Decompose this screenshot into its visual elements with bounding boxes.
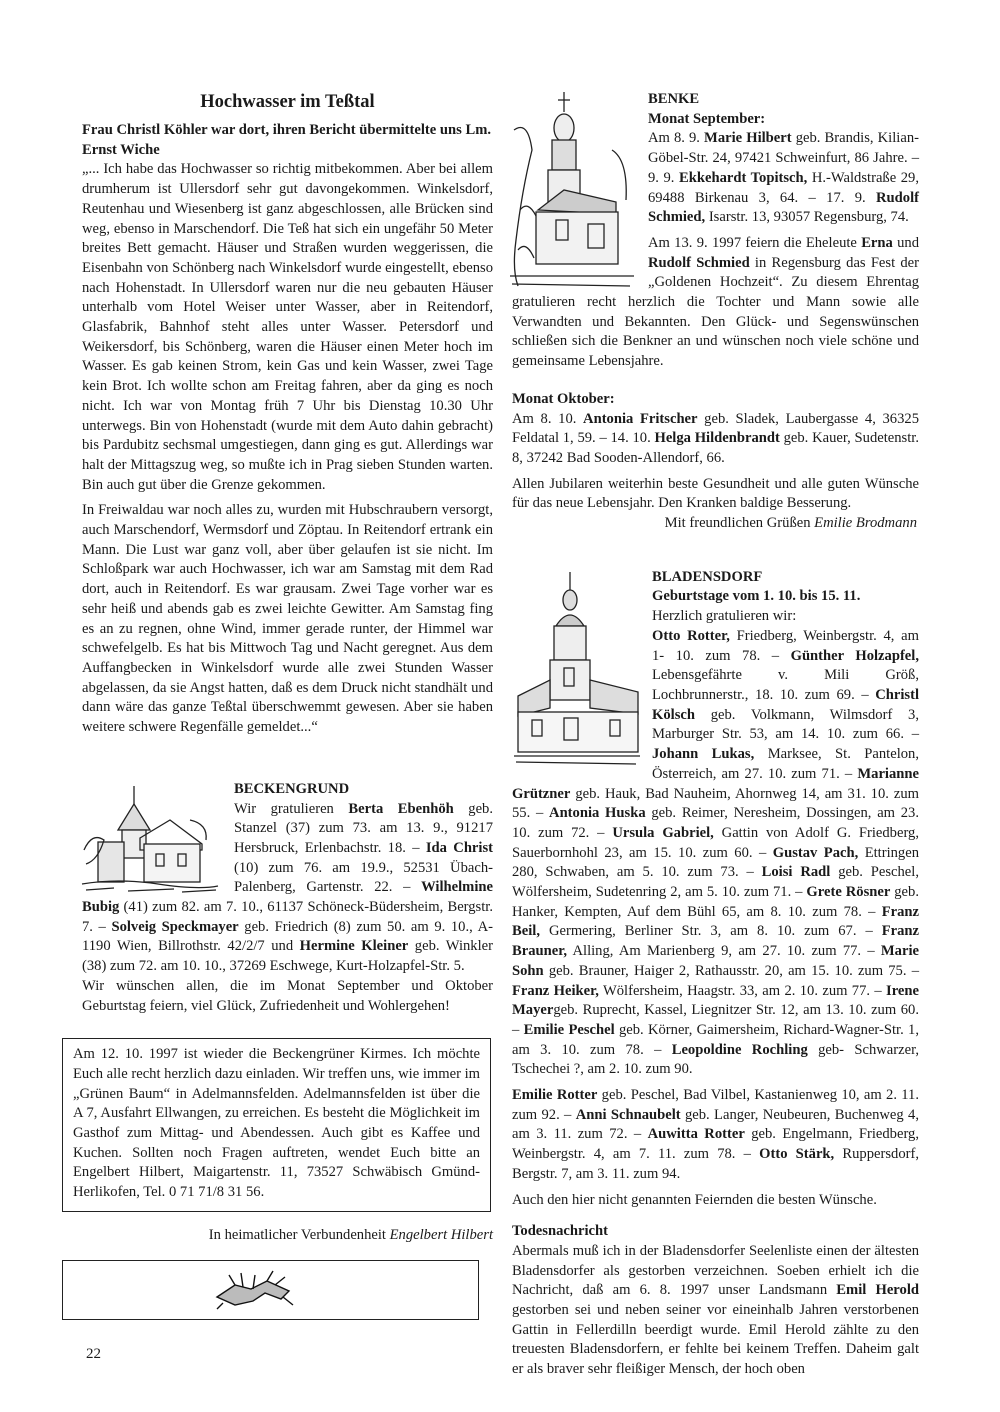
benke-october-heading: Monat Oktober: xyxy=(512,390,615,407)
beckengrund-signature: In heimatlicher Verbundenheit Engelbert Hilbert xyxy=(208,1226,493,1243)
left-column xyxy=(73,90,494,1320)
beckengrund-closing: Wir wünschen allen, die im Monat September und Oktober Geburtstag feiern, viel Glück, Zufriedenheit und Wohlergehen! xyxy=(82,977,493,1014)
chapel-illustration xyxy=(78,780,228,898)
bladensdorf-section xyxy=(512,568,919,1380)
benke-golden-wedding: Am 13. 9. 1997 feiern die Eheleute Erna und Rudolf Schmied in Regensburg das Fest der „Goldenen Hochzeit“. Zu diesem Ehrentag gratulieren recht herzlich die Tochter und Mann sowie alle Verwandten und Bekannten. Den Glück- und Segenswünschen schließen sich die Benkner an und wünschen noch viele schöne und gemeinsame Lebensjahre. xyxy=(512,234,919,370)
bladensdorf-subheading: Geburtstage vom 1. 10. bis 15. 11. xyxy=(652,588,861,605)
benke-october-list: Am 8. 10. Antonia Fritscher geb. Sladek, Laubergasse 4, 36325 Feldatal 1, 59. – 14. 10. Helga Hildenbrandt geb. Kauer, Sudetenstr. 8, 37242 Bad Sooden-Allendorf, 66. xyxy=(512,410,919,466)
beckengrund-section xyxy=(82,780,493,1016)
bladensdorf-birthday-list: Otto Rotter, Friedberg, Weinbergstr. 4, am 1- 10. zum 78. – Günther Holzapfel, Lebensgefährte v. Mili Größ, Lochbrunnerstr., 18. 10. zum 69. – Christl Kölsch geb. Volkmann, Wilmsdorf 3, Marburger Str. 53, am 14. 10. zum 66. – Johann Lukas, Marksee, St. Pantelon, Österreich, am 27. 10. zum 71. – Marianne Grützner geb. Hauk, Bad Nauheim, Ahornweg 14, am 31. 10. zum 55. – Antonia Huska geb. Reimer, Neresheim, Dossingen, am 23. 10. zum 72. – Ursula Gabriel, Gattin von Adolf G. Friedberg, Sauerbornhohl 23, am 15. 10. zum 60. – Gustav Pach, Ettringen 280, Schwaben, am 5. 10. zum 73. – Loisi Radl geb. Peschel, Wölfersheim, Sudetenring 2, am 5. 10. zum 71. – Grete Rösner geb. Hanker, Kempten, Auf dem Bühl 65, am 8. 10. zum 78. – Franz Beil, Germering, Berliner Str. 3, am 8. 10. zum 67. – Franz Brauner, Alling, Am Marienberg 9, am 27. 10. zum 77. – Marie Sohn geb. Brauner, Haiger 2, Rathausstr. 20, am 15. 10. zum 75. – Franz Heiker, Wölfersheim, Haagstr. 33, am 2. 10. zum 77. – Irene Mayergeb. Ruprecht, Kassel, Liegnitzer Str. 12, am 13. 10. zum 60. – Emilie Peschel geb. Körner, Gaimersheim, Richard-Wagner-Str. 1, am 3. 10. zum 78. – Leopoldine Rochling geb- Schwarzer, Tschechei ?, am 2. 10. zum 90. xyxy=(512,627,920,1078)
bladensdorf-wishes: Auch den hier nicht genannten Feiernden die besten Wünsche. xyxy=(512,1191,877,1208)
benke-signature: Mit freundlichen Grüßen Emilie Brodmann xyxy=(664,515,917,532)
bladensdorf-intro: Herzlich gratulieren wir: xyxy=(652,608,797,625)
right-column xyxy=(512,90,919,1380)
article-paragraph-1: „... Ich habe das Hochwasser so richtig mitbekommen. Aber bei allem drumherum ist Ullersdorf sehr gut davongekommen. Winkelsdorf, Reutenhau und Wiesenberg ist ganz abgeschlossen, alle Brücken sind weg, ebenso in Marschendorf. Die Teß hat sich ein ungefähr 50 Meter breites Bett gemacht. Häuser und Straßen wurden weggerissen, die Eisenbahn von Schönberg nach Winkelsdorf wurde eingestellt, ebenso nach Hohenstadt. In Ullersdorf waren nur die neu gebauten Häuser unterhalb vom Hotel Weiser unter Wasser, aber in Reitendorf, Glasfabrik, Bahnhof steht alles unter Wasser. Petersdorf und Weikersdorf, bis Schönberg, waren die Häuser einen Meter hoch im Wasser. Es gab keinen Strom, kein Gas und kein Wasser, zwei Tage kein Brot. Ich wollte schon am Freitag fahren, aber da ging es noch nicht. Ich war von Montag früh 7 Uhr bis Dienstag 10.30 Uhr unterwegs. Bin von Hohenstadt (wurde mit dem Auto dahin gebracht) bis Pardubitz sechsmal umgestiegen, dann ging es gut. Allerdings war halt der Mittagszug weg, so mußte ich in Prag sieben Stunden warten. Bin auch gut über die Grenze gekommen. xyxy=(82,161,493,493)
beckengrund-heading: BECKENGRUND xyxy=(234,780,350,797)
benke-chapel-illustration xyxy=(508,90,642,292)
death-notice-text: Abermals muß ich in der Bladensdorfer Seelenliste einen der ältesten Bladensdorfer als gestorben verzeichnen. Soeben erhielt ich die Nachricht, daß am 6. 8. 1997 unser Landsmann Emil Herold gestorben sei und neben seiner vor eineinhalb Jahren verstorbenen Gattin in Fellerdilln beerdigt wurde. Emil Herold zählte zu den treuesten Bladensdorfern, er fehlte bei keinem Treffen. Daheim galt er als braver sehr fleißiger Mensch, der hoch oben xyxy=(512,1242,919,1378)
benke-section xyxy=(512,90,919,534)
kirmes-notice-box xyxy=(62,1038,491,1212)
benke-wishes: Allen Jubilaren weiterhin beste Gesundheit und alle guten Wünsche für das neue Lebensjahr. Den Kranken baldige Besserung. xyxy=(512,475,919,512)
article-paragraph-2: In Freiwaldau war noch alles zu, wurden mit Hubschraubern versorgt, auch Marschendorf, Wermsdorf und Zöptau. In Reitendorf ertrank ein Mann. Die Lust war ganz voll, aber über gelaufen ist sie nicht. Im Schloßpark war auch Hochwasser, ich war am Samstag mit dem Rad dort, auch in Reitendorf. Es war grausam. Zwei Tage vorher war es sehr heiß und abends gab es zwei leichte Gewitter. Am Samstag fing es an zu regnen, ohne Wind, immer gerade runter, der Himmel war schwefelgelb. Es hat bis Mittwoch Tag und Nacht geregnet. Aus dem Auffangbecken in Winkelsdorf wurde alle zwei Stunden Wasser abgelassen, da sie Angst hatten, daß es dem Druck nicht standhält und dann wäre das ganze Teßtal überschwemmt gewesen. Aber sie haben weitere schwere Regenfälle gemeldet...“ xyxy=(82,502,493,736)
article-title: Hochwasser im Teßtal xyxy=(200,92,375,112)
kirmes-notice-text: Am 12. 10. 1997 ist wieder die Beckengrüner Kirmes. Ich möchte Euch alle recht herzlich dazu einladen. Wir treffen uns, wie immer im „Grünen Baum“ in Adelmannsfelden. Adelmannsfelden ist über die A 7, Ausfahrt Ellwangen, zu erreichen. Es besteht die Möglichkeit im Gasthof zum Mittag- und Abendessen. Auch gibt es Kaffee und Kuchen. Sollten noch Fragen auftreten, wendet Euch bitte an Engelbert Hilbert, Maigartenstr. 11, 73527 Schwäbisch Gmünd-Herlikofen, Tel. 0 71 71/8 31 56. xyxy=(73,1046,480,1201)
benke-heading: BENKE xyxy=(648,91,700,107)
page-number: 22 xyxy=(86,1346,101,1362)
bladensdorf-church-illustration xyxy=(512,568,648,768)
benke-september-list: Am 8. 9. Marie Hilbert geb. Brandis, Kilian-Göbel-Str. 24, 97421 Schweinfurt, 86 Jahre. – 9. 9. Ekkehardt Topitsch, H.-Waldstraße 29, 69488 Birkenau 3, 64. – 17. 9. Rudolf Schmied, Isarstr. 13, 93057 Regensburg, 74. xyxy=(648,130,920,226)
handshake-icon xyxy=(213,1267,297,1311)
bladensdorf-heading: BLADENSDORF xyxy=(652,568,763,585)
beckengrund-birthdays: Wir gratulieren Berta Ebenhöh geb. Stanzel (37) zum 73. am 13. 9., 91217 Hersbruck, Erlenbachstr. 18. – Ida Christ (10) zum 76. am 19.9., 52531 Übach-Palenberg, Gartenstr. 22. – Wilhelmine Bubig (41) zum 82. am 7. 10., 61137 Schöneck-Büdersheim, Bergstr. 7. – Solveig Speckmayer geb. Friedrich (8) zum 50. am 9. 10., A-1190 Wien, Billrothstr. 42/2/7 und Hermine Kleiner geb. Winkler (38) zum 72. am 10. 10., 37269 Eschwege, Kurt-Holzapfel-Str. 5. xyxy=(82,800,494,975)
handshake-illustration-box xyxy=(62,1260,479,1320)
article-subtitle: Frau Christl Köhler war dort, ihren Bericht übermittelte uns Lm. Ernst Wiche xyxy=(82,122,491,158)
death-notice-heading: Todesnachricht xyxy=(512,1223,608,1240)
bladensdorf-november-list: Emilie Rotter geb. Peschel, Bad Vilbel, Kastanienweg 10, am 2. 11. zum 92. – Anni Schnaubelt geb. Langer, Neubeuren, Buchenweg 4, am 3. 11. zum 72. – Auwitta Rotter geb. Engelmann, Friedberg, Weinbergstr. 4, am 7. 11. zum 78. – Otto Stärk, Ruppersdorf, Bergstr. 7, am 3. 11. zum 94. xyxy=(512,1087,919,1182)
benke-september-heading: Monat September: xyxy=(648,110,766,127)
